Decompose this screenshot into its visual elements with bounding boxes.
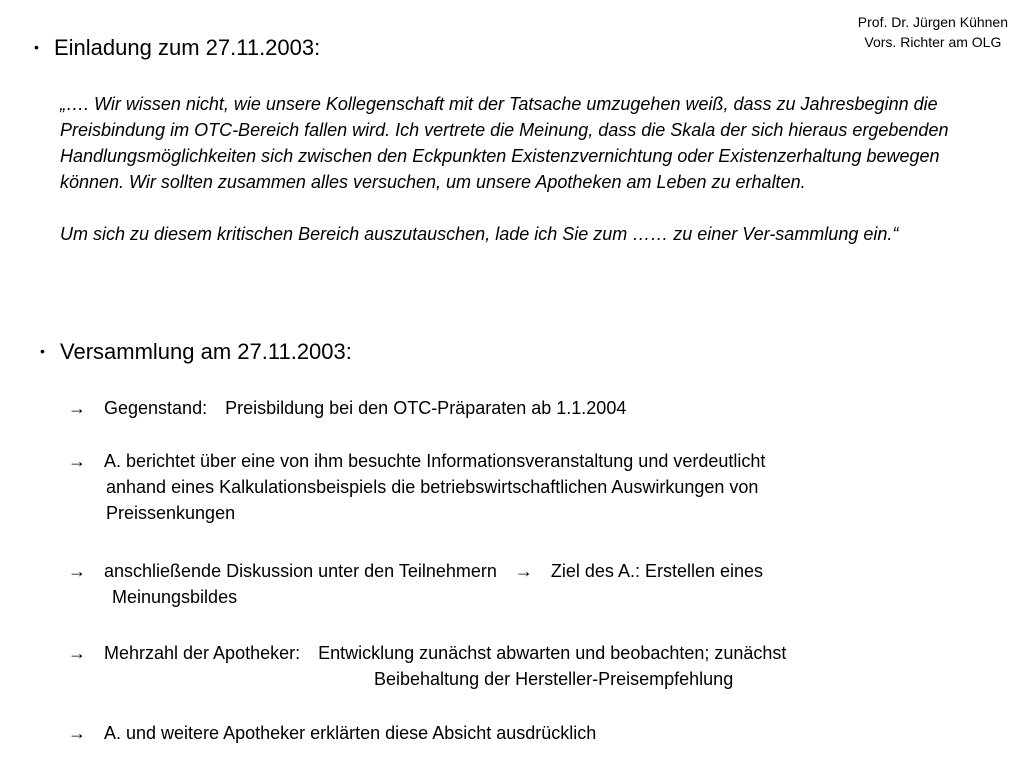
report-line-1: A. berichtet über eine von ihm besuchte Informationsveranstaltung und verdeutlicht bbox=[104, 451, 766, 471]
declaration-text: A. und weitere Apotheker erklärten diese Absicht ausdrücklich bbox=[104, 723, 597, 743]
arrow-right-icon: → bbox=[68, 398, 86, 418]
quote-paragraph-1: „…. Wir wissen nicht, wie unsere Kollegenschaft mit der Tatsache umzugehen weiß, dass zu Jahresbeginn die Preisbindung im OTC-Bereich fallen wird. Ich vertrete die Meinung, dass die Skala der sich hieraus ergebenden Handlungsmöglichkeiten sich zwischen den Eckpunkten Existenzvernichtung oder Existenzerhaltung bewegen können. Wir sollten zusammen alles versuchen, um unsere Apotheken am Leben zu erhalten. bbox=[60, 94, 949, 192]
arrow-right-icon: → bbox=[68, 643, 86, 663]
discussion-line-2: Meinungsbildes bbox=[112, 587, 238, 607]
arrow-right-icon: → bbox=[68, 723, 86, 743]
subject-text: Preisbildung bei den OTC-Präparaten ab 1.1.2004 bbox=[225, 398, 627, 418]
majority-line-1: Entwicklung zunächst abwarten und beobachten; zunächst bbox=[318, 643, 787, 663]
meeting-item-declaration bbox=[68, 720, 596, 746]
quote-paragraph-2: Um sich zu diesem kritischen Bereich auszutauschen, lade ich Sie zum …… zu einer Ver-sammlung ein.“ bbox=[60, 224, 899, 244]
arrow-right-icon: → bbox=[68, 561, 86, 581]
report-line-3: Preissenkungen bbox=[106, 503, 236, 523]
arrow-right-icon: → bbox=[68, 451, 86, 471]
discussion-text: anschließende Diskussion unter den Teilnehmern bbox=[104, 561, 497, 581]
subject-label: Gegenstand: bbox=[104, 398, 208, 418]
meeting-title: Versammlung am 27.11.2003: bbox=[60, 339, 352, 364]
report-line-2: anhand eines Kalkulationsbeispiels die betriebswirtschaftlichen Auswirkungen von bbox=[106, 477, 759, 497]
meeting-item-discussion bbox=[68, 558, 763, 610]
meeting-item-subject bbox=[68, 395, 626, 421]
goal-text: Ziel des A.: Erstellen eines bbox=[550, 561, 764, 581]
invitation-quote bbox=[60, 91, 980, 247]
invitation-title: Einladung zum 27.11.2003: bbox=[54, 35, 321, 60]
author-name: Prof. Dr. Jürgen Kühnen bbox=[857, 14, 1008, 30]
bullet-icon: • bbox=[34, 39, 39, 55]
bullet-icon: • bbox=[40, 343, 45, 359]
majority-label: Mehrzahl der Apotheker: bbox=[104, 643, 301, 663]
section-invitation-heading bbox=[34, 33, 320, 62]
majority-line-2: Beibehaltung der Hersteller-Preisempfehlung bbox=[374, 669, 734, 689]
arrow-right-icon: → bbox=[514, 561, 533, 581]
meeting-item-majority bbox=[68, 640, 786, 692]
meeting-item-report bbox=[68, 448, 765, 526]
author-block bbox=[858, 12, 1008, 52]
section-meeting-heading bbox=[40, 337, 352, 366]
author-title: Vors. Richter am OLG bbox=[864, 34, 1002, 50]
